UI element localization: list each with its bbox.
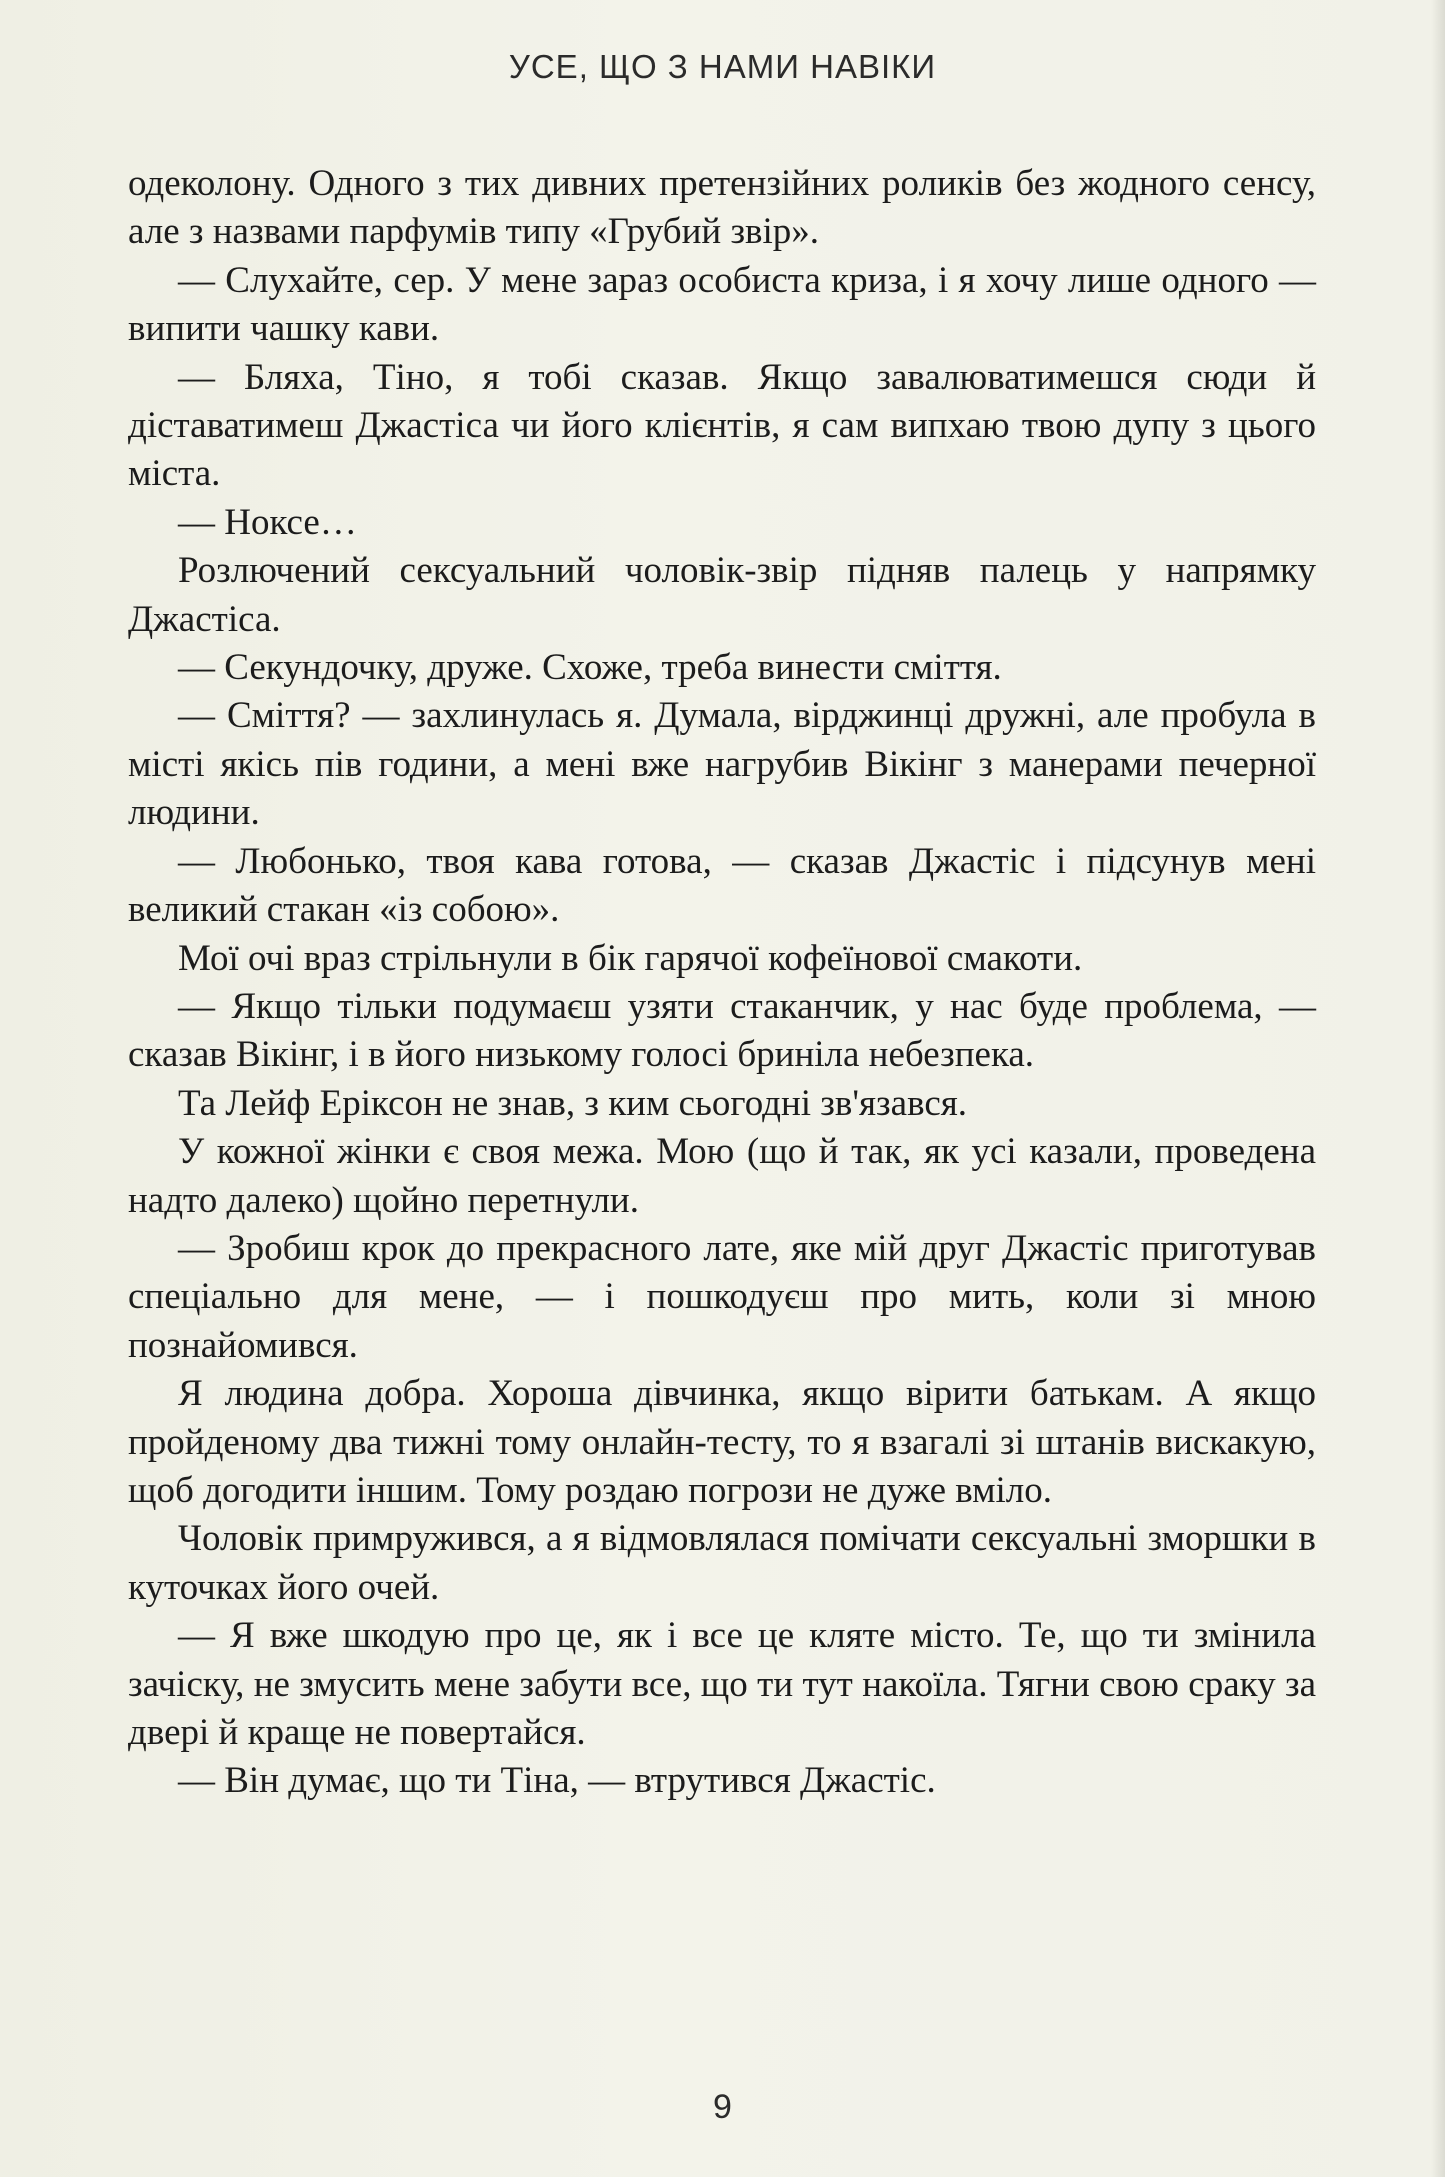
body-text [128, 160, 1316, 1806]
paragraph: — Він думає, що ти Тіна, — втрутився Джастіс. [178, 1760, 936, 1802]
paragraph: У кожної жінки є своя межа. Мою (що й так, як усі казали, проведена надто далеко) щойно перетнули. [128, 1131, 1316, 1221]
paragraph: — Секундочку, друже. Схоже, треба винести сміття. [178, 647, 1002, 689]
paragraph: — Зробиш крок до прекрасного лате, яке мій друг Джастіс приготував спеціально для мене, — і пошкодуєш про мить, коли зі мною познайомився. [128, 1227, 1316, 1366]
paragraph: — Якщо тільки подумаєш узяти стаканчик, у нас буде проблема, — сказав Вікінг, і в його низькому голосі бриніла небезпека. [128, 985, 1316, 1076]
paragraph: Розлючений сексуальний чоловік-звір підняв палець у напрямку Джастіса. [128, 550, 1316, 640]
page-edge-shadow [1431, 0, 1445, 2177]
page-number: 9 [713, 2088, 732, 2126]
paragraph: — Слухайте, сер. У мене зараз особиста криза, і я хочу лише одного — випити чашку кави. [128, 259, 1316, 350]
paragraph: — Любонько, твоя кава готова, — сказав Джастіс і підсунув мені великий стакан «із собою». [128, 840, 1316, 931]
paragraph: Та Лейф Еріксон не знав, з ким сьогодні зв'язався. [178, 1082, 968, 1124]
paragraph: Мої очі враз стрільнули в бік гарячої кофеїнової смакоти. [178, 937, 1083, 979]
paragraph: — Бляха, Тіно, я тобі сказав. Якщо завалюватимешся сюди й діставатимеш Джастіса чи його клієнтів, я сам випхаю твою дупу з цього міста. [128, 356, 1316, 495]
paragraph: — Я вже шкодую про це, як і все це кляте місто. Те, що ти змінила зачіску, не змусить мене забути все, що ти тут накоїла. Тягни свою сраку за двері й краще не повертайся. [128, 1615, 1316, 1753]
paragraph: Я людина добра. Хороша дівчинка, якщо вірити батькам. А якщо пройденому два тижні тому онлайн-тесту, то я взагалі зі штанів вискакую, щоб догодити іншим. Тому роздаю погрози не дуже вміло. [128, 1373, 1316, 1511]
paragraph: — Ноксе… [178, 501, 357, 543]
paragraph: одеколону. Одного з тих дивних претензійних роликів без жодного сенсу, але з назвами парфумів типу «Грубий звір». [128, 163, 1316, 253]
running-head: УСЕ, ЩО З НАМИ НАВІКИ [508, 48, 937, 85]
paragraph: Чоловік примружився, а я відмовлялася помічати сексуальні зморшки в куточках його очей. [128, 1518, 1316, 1608]
paragraph: — Сміття? — захлинулась я. Думала, вірджинці дружні, але пробула в місті якісь пів години, а мені вже нагрубив Вікінг з манерами печерної людини. [128, 695, 1316, 834]
